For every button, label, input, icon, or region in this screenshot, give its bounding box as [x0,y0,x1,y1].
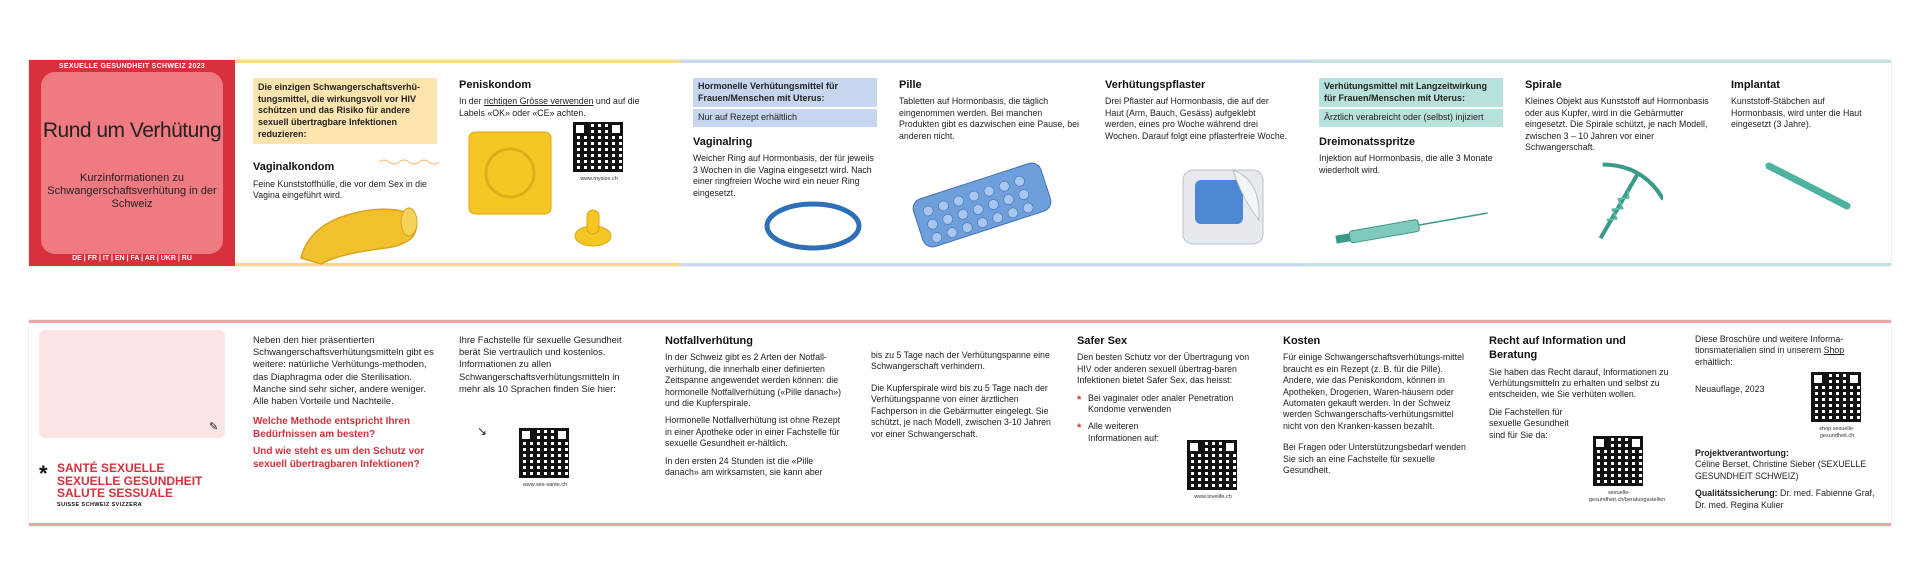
mysize-qr-code[interactable] [573,122,623,172]
col-vaginalring [681,60,887,266]
col-safer-sex [1065,320,1271,526]
mysize-qr-caption: www.mysize.ch [580,176,618,182]
hormonal-note: Nur auf Rezept erhältlich [693,109,877,127]
condom-package-illustration [465,128,555,218]
sexsante-qr-code[interactable] [519,428,569,478]
pflaster-title: Verhütungspflaster [1105,79,1206,91]
peniskondom-text: In der richtigen Grösse verwenden und auf die Labels «OK» oder «CE» achten. [459,96,640,118]
implantat-text: Kunststoff-Stäbchen auf Hormonbasis, wird unter die Haut eingesetzt (3 Jahre). [1731,96,1862,130]
impressum-edition: Neuauflage, 2023 [1695,384,1765,395]
cover-brand: SEXUELLE GESUNDHEIT SCHWEIZ 2023 [58,63,206,70]
logo [57,462,202,500]
qual-label: Qualitätssicherung: [1695,488,1778,499]
implant-illustration [1759,156,1859,216]
col-methods [241,320,447,526]
col-fachstelle [447,320,653,526]
cover-subtitle: Kurzinformationen zu Schwangerschaftsverhütung in der Schweiz [47,172,217,211]
arrow-icon: ↘ [477,424,488,438]
col-notfall-cont [859,320,1065,526]
col-peniskondom [447,60,653,266]
resp-names: Céline Berset, Christine Sieber (SEXUELLE GESUNDHEIT SCHWEIZ) [1695,459,1867,481]
recht-p2: Die Fachstellen für sexuelle Gesundheit sind für Sie da: [1489,406,1569,440]
shop-qr-code[interactable] [1811,372,1861,422]
col-impressum [1683,320,1891,526]
address-box [39,330,225,438]
impressum-shop-text: Diese Broschüre und weitere Informa-tionsmaterialien sind in unserem Shop erhältlich: [1695,334,1845,367]
notfall-p1: In der Schweiz gibt es 2 Arten der Notfall-verhütung, die innerhalb einer definierten Zeitspanne angewendet werden können: die hormonelle Notfallverhütung («Pille danach») und die Kupferspirale. [665,352,842,408]
pill-pack-illustration [907,160,1057,250]
lovelife-qr-caption: www.lovelife.ch [1194,494,1232,500]
recht-p1: Sie haben das Recht darauf, Informationen zu Verhütungsmitteln zu erhalten und selbst zu entscheiden, wie Sie verhüten wollen. [1489,366,1669,400]
col-logo [29,320,235,526]
vaginalring-text: Weicher Ring auf Hormonbasis, der für jeweils 3 Wochen in die Vagina eingesetzt wird. Nach einer ringfreien Woche wird ein neuer Ring eingesetzt. [693,153,874,198]
col-pille [887,60,1093,266]
spirale-text: Kleines Objekt aus Kunststoff auf Hormonbasis oder aus Kupfer, wird in die Gebärmutter eingesetzt. Die Spirale schützt, je nach Modell, zwischen 3 – 10 Jahren vor einer Schwangerschaft. [1525,96,1709,152]
top-panel [29,60,1891,266]
pflaster-text: Drei Pflaster auf Hormonbasis, die auf der Haut (Arm, Bauch, Gesäss) aufgeklebt werden, eines pro Woche während drei Wochen. Darauf folgt eine pflasterfreie Woche. [1105,96,1288,141]
notfall-p3: In den ersten 24 Stunden ist die «Pille danach» am wirksamsten, sie kann aber [665,455,823,478]
syringe-illustration [1329,202,1499,252]
notfall-cont-p2: Die Kupferspirale wird bis zu 5 Tage nach der Verhütungspanne von einer ärztlichen Fachperson in die Gebärmutter eingelegt. Sie schützt, je nach Modell, zwischen 3-10 Jahren vor einer Schwangerschaft. [871,382,1051,439]
peniskondom-title: Peniskondom [459,79,532,91]
vaginalkondom-title: Vaginalkondom [253,161,335,174]
question-1: Welche Methode entspricht Ihren Bedürfnissen am besten? [253,416,411,441]
size-link[interactable]: richtigen Grösse verwenden [483,96,594,107]
recht-title: Recht auf Information und Beratung [1489,335,1626,362]
notfall-p2: Hormonelle Notfallverhütung ist ohne Rezept in einer Apotheke oder in einer Fachstelle für sexuelle Gesundheit er-hältlich. [665,415,841,449]
spritze-text: Injektion auf Hormonbasis, die alle 3 Monate wiederholt wird. [1319,153,1493,175]
beratungsstellen-qr-caption: sexuelle-gesundheit.ch/beratungsstellen [1589,490,1666,504]
spirale-title: Spirale [1525,79,1562,91]
logo-line-2: SEXUELLE GESUNDHEIT [57,473,203,488]
col-recht [1477,320,1683,526]
longterm-note: Ärztlich verabreicht oder (selbst) injiziert [1319,109,1503,127]
methods-text: Neben den hier präsentierten Schwangerschaftsverhütungsmitteln gibt es weitere: natürliche Verhütungs-methoden, das Diaphragma oder die Sterilisation. Manche sind sehr sicher, andere weniger. Alle haben Vorteile und Nachteile. [253,334,434,407]
safer-sex-text: Den besten Schutz vor der Übertragung von HIV oder anderen sexuell übertrag-baren Infektionen bietet Safer Sex, das heisst: [1077,352,1250,386]
safer-sex-list [1077,393,1261,445]
wave-decoration [379,158,439,166]
col-spirale [1513,60,1719,266]
intro-highlight: Die einzigen Schwangerschaftsverhü-tungsmittel, die wirkungsvoll vor HIV schützen und das Risiko für andere sexuell übertragbare Infektionen reduzieren: [253,78,437,144]
logo-sub: SUISSE SCHWEIZ SVIZZERA [57,502,142,508]
resp-label: Projektverantwortung: [1695,448,1789,458]
col-implantat [1719,60,1891,266]
question-2: Und wie steht es um den Schutz vor sexuell übertragbaren Infektionen? [253,446,425,471]
col-pflaster [1093,60,1299,266]
patch-illustration [1173,160,1273,250]
longterm-heading: Verhütungsmittel mit Langzeitwirkung für Frauen/Menschen mit Uterus: [1319,78,1503,107]
cover-card [41,72,223,254]
col-kosten [1271,320,1477,526]
impressum-credits [1695,448,1883,511]
cover-title: Rund um Verhütung [42,119,222,142]
kosten-p1: Für einige Schwangerschaftsverhütungs-mittel braucht es ein Rezept (z. B. für die Pille). Andere, wie das Peniskondom, können in Apotheken, Drogerien, Waren-häusern oder Automaten gekauft werden. In der Schweiz werden Schwangerschafts-verhütungsmittel nicht von den Kranken-kassen bezahlt. [1283,352,1464,431]
notfall-title: Notfallverhütung [665,335,753,347]
safer-sex-title: Safer Sex [1077,335,1128,347]
vaginalkondom-text: Feine Kunststoffhülle, die vor dem Sex in die Vagina eingeführt wird. [253,178,427,201]
col-notfall [653,320,859,526]
vaginal-ring-illustration [761,198,871,258]
condom-illustration [573,206,613,250]
pille-title: Pille [899,79,922,91]
sexsante-qr-caption: www.sex-sante.ch [522,482,568,488]
pille-text: Tabletten auf Hormonbasis, die täglich eingenommen werden. Bei manchen Produkten gibt es dazwischen eine Pause, bei anderen nicht. [899,96,1079,141]
safer-sex-item-2: * Alle weiteren Informationen auf: [1077,421,1168,444]
kosten-title: Kosten [1283,335,1321,347]
shop-link[interactable]: Shop [1823,345,1845,356]
qual-names: Dr. med. Fabienne Graf, Dr. med. Regina Kulier [1695,488,1875,510]
pencil-icon: ✎ [209,421,219,433]
implantat-title: Implantat [1731,79,1780,91]
iud-illustration [1573,158,1663,258]
safer-sex-item-1: * Bei vaginaler oder analer Penetration Kondome verwenden [1077,393,1261,416]
beratungsstellen-qr-code[interactable] [1593,436,1643,486]
spritze-title: Dreimonatsspritze [1319,136,1415,149]
fachstelle-text: Ihre Fachstelle für sexuelle Gesundheit berät Sie vertraulich und kostenlos. Informationen zu allen Schwangerschaftsverhütungsmitteln in mehr als 10 Sprachen finden Sie hier: [459,334,622,394]
logo-line-3: SALUTE SESSUALE [57,486,174,501]
vaginalring-title: Vaginalring [693,136,753,149]
hormonal-heading: Hormonelle Verhütungsmittel für Frauen/Menschen mit Uterus: [693,78,877,107]
bottom-panel [29,320,1891,526]
vaginal-condom-illustration [291,198,421,268]
cover-panel [29,60,235,266]
logo-line-1: SANTÉ SEXUELLE [57,461,165,475]
col-vaginalkondom [241,60,447,266]
kosten-p2: Bei Fragen oder Unterstützungsbedarf wenden Sie sich an eine Fachstelle für sexuelle Gesundheit. [1283,442,1466,476]
logo-star-icon: * [39,461,48,486]
lovelife-qr-code[interactable] [1187,440,1237,490]
shop-qr-caption: shop.sexuelle-gesundheit.ch [1819,426,1855,440]
col-spritze [1307,60,1513,266]
cover-languages: DE | FR | IT | EN | FA | AR | UKR | RU [72,255,192,262]
notfall-cont-p1: bis zu 5 Tage nach der Verhütungspanne eine Schwangerschaft verhindern. [871,350,1050,372]
